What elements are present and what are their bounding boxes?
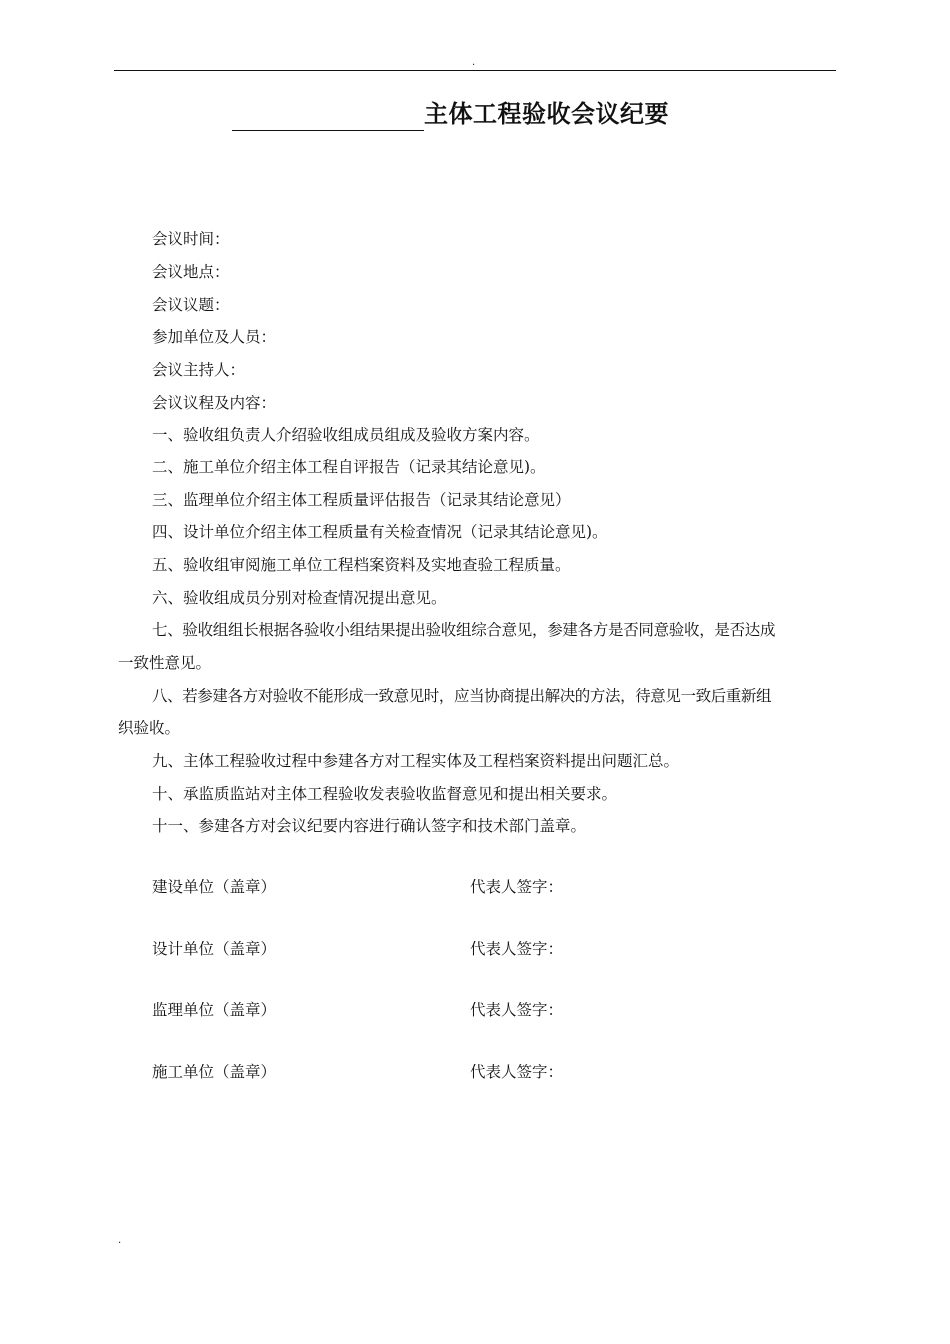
field-agenda-heading: 会议议程及内容： <box>152 394 277 412</box>
signature-unit: 监理单位（盖章） <box>152 1001 277 1019</box>
header-rule <box>114 70 836 71</box>
signature-row-design <box>152 939 652 959</box>
header-mark: . <box>472 57 476 68</box>
agenda-item-10: 十、承监质监站对主体工程验收发表验收监督意见和提出相关要求。 <box>152 785 618 803</box>
agenda-item-7: 七、验收组组长根据各验收小组结果提出验收组综合意见，参建各方是否同意验收，是否达成 <box>152 621 776 639</box>
page-title: 主体工程验收会议纪要 <box>424 100 669 128</box>
agenda-item-1: 一、验收组负责人介绍验收组成员组成及验收方案内容。 <box>152 426 540 444</box>
signature-row-construction <box>152 877 652 897</box>
field-attendees: 参加单位及人员： <box>152 328 277 346</box>
footer-mark: . <box>118 1235 122 1246</box>
field-host: 会议主持人： <box>152 361 246 379</box>
agenda-item-2: 二、施工单位介绍主体工程自评报告（记录其结论意见)。 <box>152 458 546 476</box>
signature-label: 代表人签字： <box>470 1063 564 1081</box>
agenda-item-5: 五、验收组审阅施工单位工程档案资料及实地查验工程质量。 <box>152 556 571 574</box>
field-meeting-time: 会议时间： <box>152 230 230 248</box>
agenda-item-7-continued: 一致性意见。 <box>118 654 212 672</box>
title-project-name-blank <box>232 130 424 131</box>
field-meeting-location: 会议地点： <box>152 263 230 281</box>
signature-unit: 设计单位（盖章） <box>152 940 277 958</box>
signature-unit: 施工单位（盖章） <box>152 1063 277 1081</box>
field-meeting-topic: 会议议题： <box>152 296 230 314</box>
signature-row-supervision <box>152 1000 652 1020</box>
signature-label: 代表人签字： <box>470 1001 564 1019</box>
agenda-item-11: 十一、参建各方对会议纪要内容进行确认签字和技术部门盖章。 <box>152 817 587 835</box>
agenda-item-4: 四、设计单位介绍主体工程质量有关检查情况（记录其结论意见)。 <box>152 523 608 541</box>
agenda-item-6: 六、验收组成员分别对检查情况提出意见。 <box>152 589 447 607</box>
agenda-item-8: 八、若参建各方对验收不能形成一致意见时，应当协商提出解决的方法，待意见一致后重新组 <box>152 687 772 705</box>
signature-unit: 建设单位（盖章） <box>152 878 277 896</box>
signature-label: 代表人签字： <box>470 940 564 958</box>
signature-row-contractor <box>152 1062 652 1082</box>
agenda-item-3: 三、监理单位介绍主体工程质量评估报告（记录其结论意见） <box>152 491 571 509</box>
agenda-item-9: 九、主体工程验收过程中参建各方对工程实体及工程档案资料提出问题汇总。 <box>152 752 680 770</box>
signature-label: 代表人签字： <box>470 878 564 896</box>
agenda-item-8-continued: 织验收。 <box>118 719 181 737</box>
